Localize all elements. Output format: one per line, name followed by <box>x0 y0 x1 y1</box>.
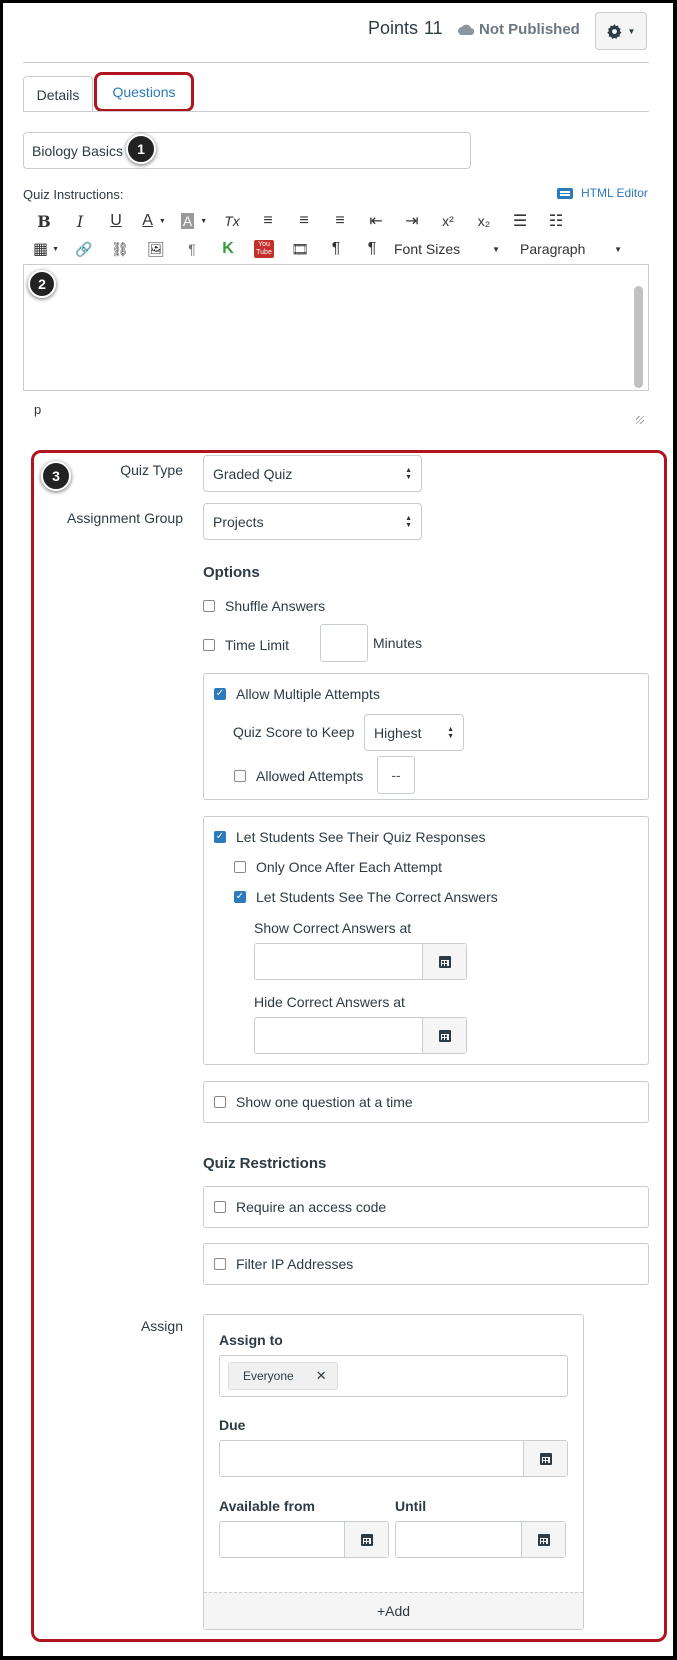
link-button[interactable]: 🔗 <box>75 240 93 257</box>
calendar-icon <box>538 1534 550 1546</box>
require-access-code-label: Require an access code <box>236 1199 387 1215</box>
calendar-button[interactable] <box>521 1522 565 1557</box>
caret-down-icon: ▼ <box>614 244 622 254</box>
filter-ip-label: Filter IP Addresses <box>236 1256 354 1272</box>
quiz-score-to-keep-value: Highest <box>374 724 422 741</box>
quiz-restrictions-heading: Quiz Restrictions <box>203 1155 327 1172</box>
let-students-see-correct-option[interactable] <box>234 889 498 905</box>
show-correct-answers-at-label: Show Correct Answers at <box>254 920 412 936</box>
caret-down-icon: ▼ <box>492 244 500 254</box>
allow-multiple-attempts-checkbox[interactable]: ✓ <box>215 688 225 699</box>
points-label: Points <box>368 18 419 38</box>
calendar-icon <box>439 1030 451 1042</box>
options-heading: Options <box>203 564 260 581</box>
due-label: Due <box>219 1417 246 1433</box>
only-once-option[interactable] <box>234 859 442 875</box>
subscript-button[interactable]: x₂ <box>477 213 491 229</box>
assign-to-label: Assign to <box>219 1332 283 1348</box>
youtube-button[interactable] <box>246 237 282 261</box>
one-question-at-a-time-option[interactable] <box>214 1094 413 1110</box>
due-date-field[interactable] <box>219 1440 568 1477</box>
caret-down-icon: ▼ <box>627 26 636 36</box>
quiz-type-select[interactable] <box>203 455 422 492</box>
callout-1: 1 <box>126 134 156 164</box>
until-label: Until <box>395 1498 427 1514</box>
shuffle-answers-checkbox[interactable] <box>203 600 215 612</box>
pilcrow-button[interactable]: ¶ <box>188 241 196 257</box>
align-center-button[interactable]: ≡ <box>299 212 309 229</box>
shuffle-answers-option[interactable] <box>203 598 325 614</box>
callout-2: 2 <box>28 270 56 298</box>
html-editor-link[interactable] <box>557 186 648 200</box>
html-editor-label: HTML Editor <box>581 186 648 200</box>
media-button[interactable]: 🎞 <box>291 240 309 257</box>
hide-correct-answers-at-label: Hide Correct Answers at <box>254 994 405 1010</box>
resize-handle[interactable] <box>636 416 644 424</box>
filter-ip-option[interactable] <box>214 1256 353 1272</box>
editor-element-path: p <box>34 402 42 417</box>
calendar-icon <box>439 956 451 968</box>
assignment-group-label: Assignment Group <box>67 510 183 526</box>
quiz-title-input[interactable]: Biology Basics <box>23 132 471 169</box>
let-students-see-responses-label: Let Students See Their Quiz Responses <box>236 829 486 845</box>
show-correct-answers-input[interactable] <box>255 944 422 979</box>
rich-text-editor[interactable] <box>23 264 649 391</box>
background-color-icon: A <box>182 213 193 229</box>
due-date-input[interactable] <box>220 1441 523 1476</box>
quiz-score-to-keep-select[interactable] <box>364 714 464 751</box>
one-question-at-a-time-checkbox[interactable] <box>214 1096 226 1108</box>
calendar-button[interactable] <box>422 1018 466 1053</box>
bullet-list-button[interactable]: ☰ <box>512 213 528 230</box>
font-sizes-select[interactable] <box>390 237 506 261</box>
cloud-icon <box>458 24 474 35</box>
ltr-button[interactable]: ¶ <box>331 240 341 257</box>
editor-toolbar-row-1 <box>26 209 574 233</box>
time-limit-minutes-input[interactable] <box>320 624 368 662</box>
allowed-attempts-label: Allowed Attempts <box>256 768 364 784</box>
clear-formatting-button[interactable]: Tx <box>224 213 240 229</box>
available-from-field[interactable] <box>219 1521 389 1558</box>
quiz-score-to-keep-label: Quiz Score to Keep <box>233 724 355 740</box>
quiz-instructions-label: Quiz Instructions: <box>23 187 124 202</box>
editor-toolbar-row-2 <box>26 237 628 261</box>
divider <box>23 62 649 63</box>
time-limit-checkbox[interactable] <box>203 639 215 651</box>
tab-divider <box>23 111 649 112</box>
available-from-label: Available from <box>219 1498 315 1514</box>
let-students-see-responses-option[interactable] <box>214 829 486 845</box>
unlink-button[interactable]: ⛓ <box>111 240 129 257</box>
table-button[interactable]: ▦ ▼ <box>32 241 60 258</box>
hide-correct-answers-date[interactable] <box>254 1017 467 1054</box>
assign-label: Assign <box>140 1318 183 1334</box>
table-icon: ▦ <box>32 241 49 258</box>
align-left-button[interactable]: ≡ <box>263 212 273 229</box>
assign-to-input[interactable] <box>219 1355 568 1397</box>
font-sizes-label: Font Sizes <box>394 241 461 257</box>
require-access-code-option[interactable] <box>214 1199 386 1215</box>
text-color-icon: A <box>142 212 153 229</box>
background-color-button[interactable]: A ▼ <box>182 213 208 229</box>
assignment-group-select[interactable] <box>203 503 422 540</box>
keyboard-icon <box>557 188 573 199</box>
gear-icon <box>607 24 622 39</box>
assignee-name: Everyone <box>243 1369 294 1383</box>
quiz-type-label: Quiz Type <box>120 462 183 478</box>
settings-menu-button[interactable] <box>595 12 647 50</box>
time-limit-label: Time Limit <box>225 637 290 653</box>
minutes-label: Minutes <box>373 635 423 651</box>
available-from-input[interactable] <box>220 1522 344 1557</box>
show-correct-answers-date[interactable] <box>254 943 467 980</box>
require-access-code-checkbox[interactable] <box>214 1201 226 1213</box>
rtl-button[interactable]: ¶ <box>367 240 377 257</box>
calendar-button[interactable] <box>344 1522 388 1557</box>
align-right-button[interactable]: ≡ <box>335 212 345 229</box>
remove-icon[interactable]: ✕ <box>315 1368 327 1383</box>
calendar-icon <box>361 1534 373 1546</box>
until-input[interactable] <box>396 1522 521 1557</box>
let-students-see-responses-checkbox[interactable]: ✓ <box>215 831 225 842</box>
tab-details[interactable]: Details <box>23 76 93 112</box>
hide-correct-answers-input[interactable] <box>255 1018 422 1053</box>
publish-status-text: Not Published <box>479 21 580 38</box>
allowed-attempts-option[interactable] <box>234 768 363 784</box>
updown-icon: ▲ ▼ <box>405 514 412 529</box>
paragraph-select[interactable] <box>506 237 628 261</box>
image-button[interactable]: 🖼 <box>147 240 165 257</box>
time-limit-option[interactable] <box>203 637 289 653</box>
paragraph-label: Paragraph <box>520 241 586 257</box>
let-students-see-correct-checkbox[interactable]: ✓ <box>235 891 245 902</box>
updown-icon: ▲ ▼ <box>405 466 412 481</box>
updown-icon: ▲ ▼ <box>447 725 454 740</box>
shuffle-answers-label: Shuffle Answers <box>225 598 326 614</box>
only-once-label: Only Once After Each Attempt <box>256 859 442 875</box>
underline-button[interactable]: U <box>110 212 122 229</box>
calendar-icon <box>540 1453 552 1465</box>
text-color-button[interactable]: A ▼ <box>142 212 166 229</box>
outdent-button[interactable]: ⇤ <box>369 213 383 230</box>
filter-ip-checkbox[interactable] <box>214 1258 226 1270</box>
bold-button[interactable]: B <box>37 211 51 231</box>
tab-questions[interactable]: Questions <box>94 72 194 112</box>
let-students-see-correct-label: Let Students See The Correct Answers <box>256 889 498 905</box>
calendar-button[interactable] <box>523 1441 567 1476</box>
superscript-button[interactable]: x² <box>442 213 454 229</box>
allow-multiple-attempts-label: Allow Multiple Attempts <box>236 686 380 702</box>
calendar-button[interactable] <box>422 944 466 979</box>
assignee-token <box>228 1362 338 1390</box>
quiz-type-value: Graded Quiz <box>213 465 293 482</box>
italic-button[interactable]: I <box>76 211 84 231</box>
youtube-icon: You Tube <box>254 240 274 258</box>
assignment-group-value: Projects <box>213 513 264 530</box>
allowed-attempts-input[interactable]: -- <box>377 756 415 794</box>
kaltura-button[interactable]: K <box>222 240 234 257</box>
until-field[interactable] <box>395 1521 566 1558</box>
publish-status[interactable] <box>458 21 580 38</box>
numbered-list-button[interactable]: ☷ <box>548 213 564 230</box>
only-once-checkbox[interactable] <box>234 861 246 873</box>
allowed-attempts-checkbox[interactable] <box>234 770 246 782</box>
points-value: 11 <box>424 18 443 38</box>
one-question-at-a-time-label: Show one question at a time <box>236 1094 413 1110</box>
indent-button[interactable]: ⇥ <box>405 213 419 230</box>
editor-scrollbar[interactable] <box>634 286 643 388</box>
allow-multiple-attempts-option[interactable] <box>214 686 380 702</box>
add-assignment-button[interactable]: +Add <box>204 1592 583 1629</box>
callout-3: 3 <box>41 461 71 491</box>
